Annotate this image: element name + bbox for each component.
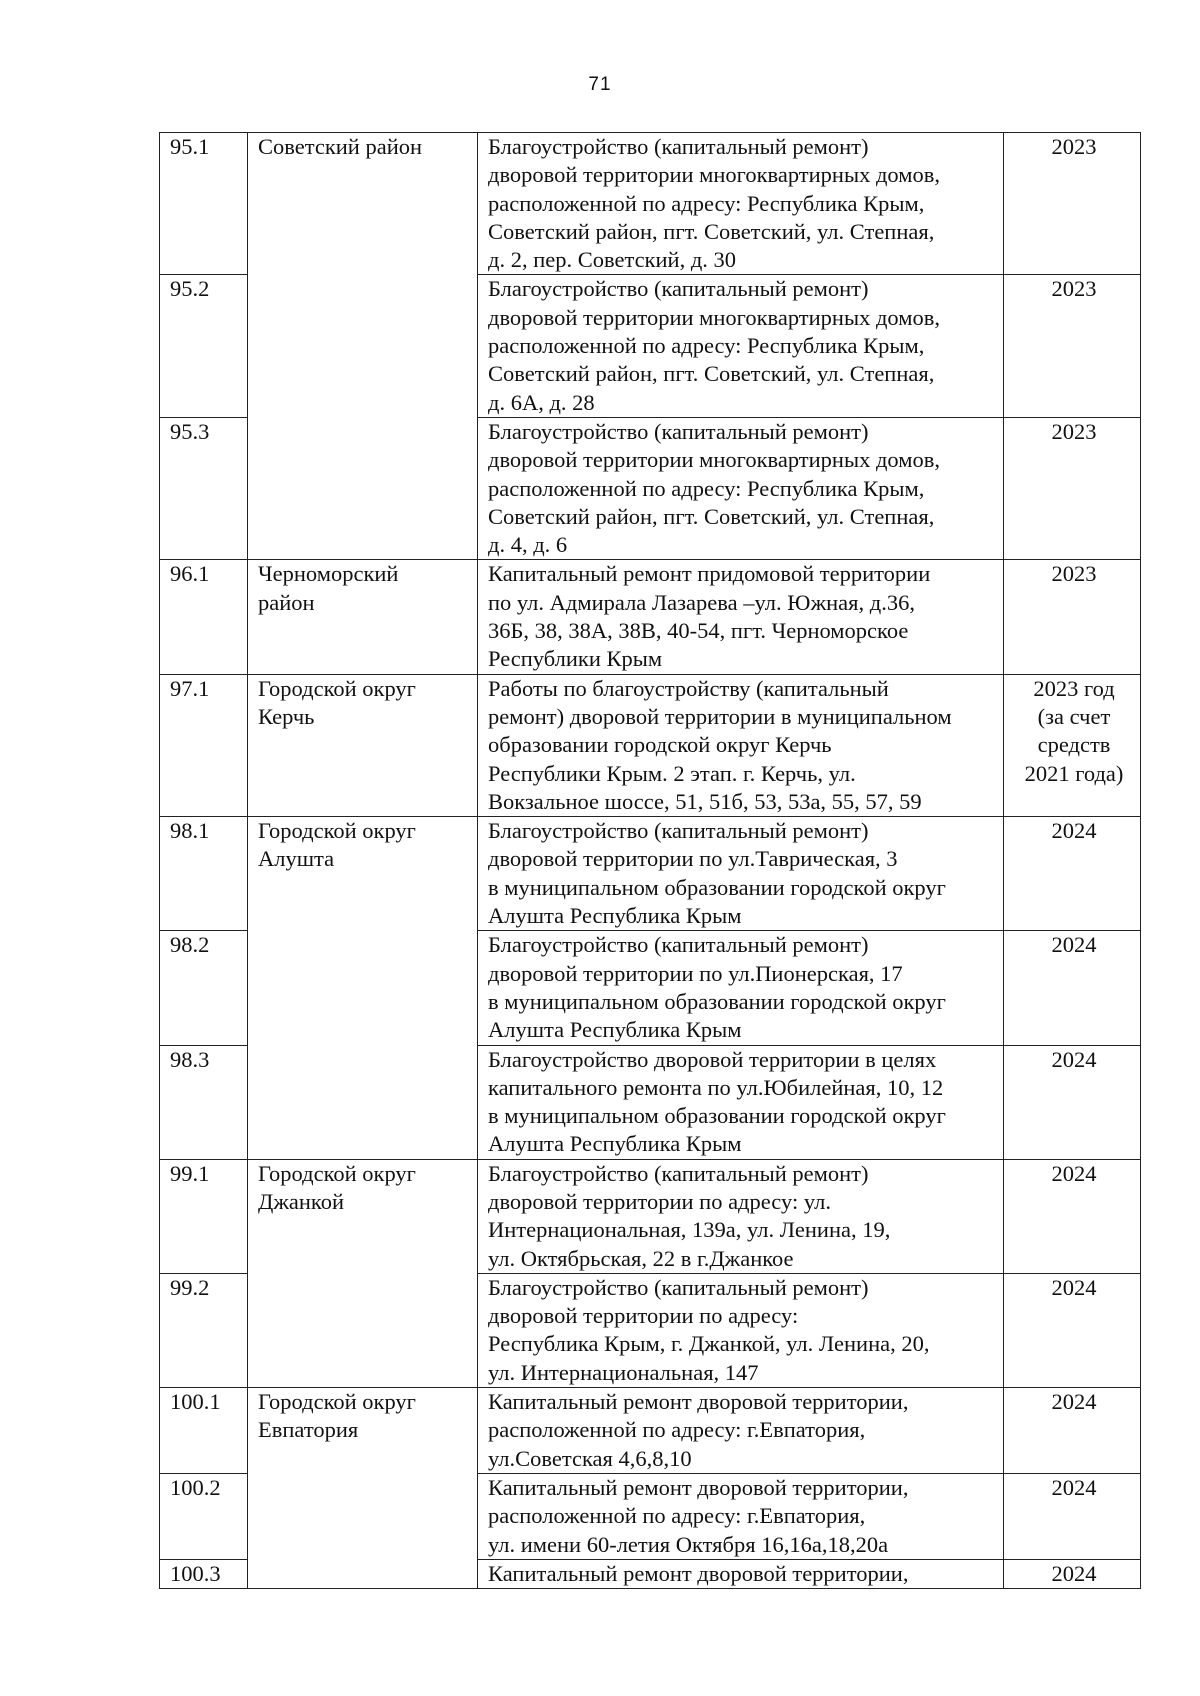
description-line: Советский район, пгт. Советский, ул. Степная, [488,218,935,244]
description-line: дворовой территории по ул.Таврическая, 3 [488,846,898,872]
year-line: 2024 [1051,818,1097,844]
description-cell [478,1273,1004,1387]
item-number-cell: 96.1 [160,560,248,674]
description-cell [478,1045,1004,1159]
district-cell [248,817,478,1160]
district-line: Городской округ [258,675,416,701]
year-cell [1004,560,1141,674]
year-line: 2024 [1051,1274,1097,1300]
item-number-cell: 99.2 [160,1273,248,1387]
description-line: Советский район, пгт. Советский, ул. Степная, [488,361,935,387]
description-line: в муниципальном образовании городской округ [488,874,946,900]
description-line: Благоустройство (капитальный ремонт) [488,418,869,444]
description-line: дворовой территории многоквартирных домов, [488,447,940,473]
item-number-cell: 98.3 [160,1045,248,1159]
district-line: район [258,589,315,615]
description-line: Капитальный ремонт дворовой территории, [488,1560,909,1586]
description-line: в муниципальном образовании городской округ [488,988,946,1014]
year-line: средств [1037,732,1111,758]
description-line: расположенной по адресу: Республика Крым, [488,475,925,501]
description-cell [478,275,1004,417]
year-cell [1004,1273,1141,1387]
description-line: Вокзальное шоссе, 51, 51б, 53, 53а, 55, 57, 59 [488,788,922,814]
description-line: Благоустройство (капитальный ремонт) [488,1160,869,1186]
district-cell [248,133,478,560]
description-line: Республики Крым [488,646,663,672]
description-line: Республики Крым. 2 этап. г. Керчь, ул. [488,760,856,786]
district-cell [248,1388,478,1589]
item-number-cell: 97.1 [160,674,248,816]
description-line: Благоустройство (капитальный ремонт) [488,1274,869,1300]
description-line: Капитальный ремонт придомовой территории [488,561,931,587]
description-line: 36Б, 38, 38А, 38В, 40-54, пгт. Черноморское [488,618,909,644]
description-line: расположенной по адресу: г.Евпатория, [488,1417,866,1443]
description-cell [478,1473,1004,1559]
item-number-cell: 98.2 [160,931,248,1045]
page-number: 71 [588,74,612,95]
description-line: Алушта Республика Крым [488,1131,742,1157]
year-line: 2024 [1051,932,1097,958]
year-cell [1004,1045,1141,1159]
year-line: 2023 [1051,418,1097,444]
table-row [160,674,1141,816]
description-line: дворовой территории многоквартирных домов, [488,304,940,330]
item-number-cell: 100.3 [160,1559,248,1588]
description-line: расположенной по адресу: Республика Крым, [488,333,925,359]
year-line: 2024 [1051,1160,1097,1186]
table-row [160,133,1141,275]
district-line: Алушта [258,846,335,872]
description-line: Благоустройство (капитальный ремонт) [488,276,869,302]
year-line: 2023 [1051,134,1097,159]
year-line: 2023 [1051,561,1097,587]
description-line: капитального ремонта по ул.Юбилейная, 10, 12 [488,1074,944,1100]
year-cell [1004,1159,1141,1273]
district-line: Керчь [258,703,315,729]
description-line: ул. Октябрьская, 22 в г.Джанкое [488,1245,794,1271]
year-cell [1004,1388,1141,1474]
description-line: ремонт) дворовой территории в муниципальном [488,703,952,729]
year-line: 2023 [1051,276,1097,302]
district-line: Городской округ [258,1160,416,1186]
year-cell [1004,817,1141,931]
item-number-cell: 98.1 [160,817,248,931]
description-line: в муниципальном образовании городской округ [488,1103,946,1129]
description-line: Благоустройство (капитальный ремонт) [488,134,869,159]
district-cell [248,1159,478,1387]
description-line: дворовой территории по адресу: ул. [488,1188,831,1214]
year-line: 2024 [1051,1474,1097,1500]
description-line: Благоустройство (капитальный ремонт) [488,932,869,958]
description-line: Алушта Республика Крым [488,1017,742,1043]
year-cell [1004,417,1141,559]
description-line: Интернациональная, 139а, ул. Ленина, 19, [488,1217,891,1243]
year-cell [1004,275,1141,417]
description-line: Благоустройство дворовой территории в целях [488,1046,937,1072]
year-line: (за счет [1037,703,1111,729]
table-row [160,1159,1141,1273]
description-line: Алушта Республика Крым [488,903,742,929]
program-table [159,132,1141,1589]
description-cell [478,417,1004,559]
description-line: по ул. Адмирала Лазарева –ул. Южная, д.36, [488,589,915,615]
description-line: Благоустройство (капитальный ремонт) [488,818,869,844]
description-line: ул.Советская 4,6,8,10 [488,1445,692,1471]
description-cell [478,931,1004,1045]
description-line: Капитальный ремонт дворовой территории, [488,1474,909,1500]
item-number-cell: 95.2 [160,275,248,417]
description-cell [478,1159,1004,1273]
year-line: 2023 год [1033,675,1115,701]
description-line: Советский район, пгт. Советский, ул. Степная, [488,503,935,529]
description-line: д. 2, пер. Советский, д. 30 [488,247,737,273]
description-line: расположенной по адресу: г.Евпатория, [488,1503,866,1529]
year-cell [1004,1473,1141,1559]
description-line: ул. Интернациональная, 147 [488,1359,759,1385]
year-cell [1004,1559,1141,1588]
description-line: дворовой территории по адресу: [488,1303,799,1329]
table-row [160,560,1141,674]
item-number-cell: 95.3 [160,417,248,559]
district-line: Джанкой [258,1188,345,1214]
year-cell [1004,674,1141,816]
district-cell [248,674,478,816]
description-line: Капитальный ремонт дворовой территории, [488,1389,909,1415]
description-cell [478,1559,1004,1588]
district-line: Черноморский [258,561,399,587]
table-row [160,1388,1141,1474]
description-cell [478,1388,1004,1474]
description-line: д. 6А, д. 28 [488,389,595,415]
district-cell [248,560,478,674]
table-body [160,133,1141,1589]
item-number-cell: 99.1 [160,1159,248,1273]
item-number-cell: 95.1 [160,133,248,275]
description-cell [478,817,1004,931]
description-line: д. 4, д. 6 [488,532,568,558]
description-line: Республика Крым, г. Джанкой, ул. Ленина, 20, [488,1331,930,1357]
district-line: Городской округ [258,818,416,844]
table-row [160,817,1141,931]
year-line: 2024 [1051,1560,1097,1586]
description-line: дворовой территории по ул.Пионерская, 17 [488,960,903,986]
description-line: расположенной по адресу: Республика Крым, [488,190,925,216]
district-line: Евпатория [258,1417,359,1443]
description-cell [478,674,1004,816]
description-line: образовании городской округ Керчь [488,732,832,758]
description-line: дворовой территории многоквартирных домов, [488,162,940,188]
district-line: Городской округ [258,1389,416,1415]
item-number-cell: 100.2 [160,1473,248,1559]
year-line: 2024 [1051,1389,1097,1415]
year-cell [1004,133,1141,275]
item-number-cell: 100.1 [160,1388,248,1474]
year-line: 2021 года) [1024,760,1124,786]
description-cell [478,560,1004,674]
year-cell [1004,931,1141,1045]
description-cell [478,133,1004,275]
district-line: Советский район [258,134,423,159]
description-line: Работы по благоустройству (капитальный [488,675,889,701]
year-line: 2024 [1051,1046,1097,1072]
description-line: ул. имени 60-летия Октября 16,16а,18,20а [488,1531,889,1557]
